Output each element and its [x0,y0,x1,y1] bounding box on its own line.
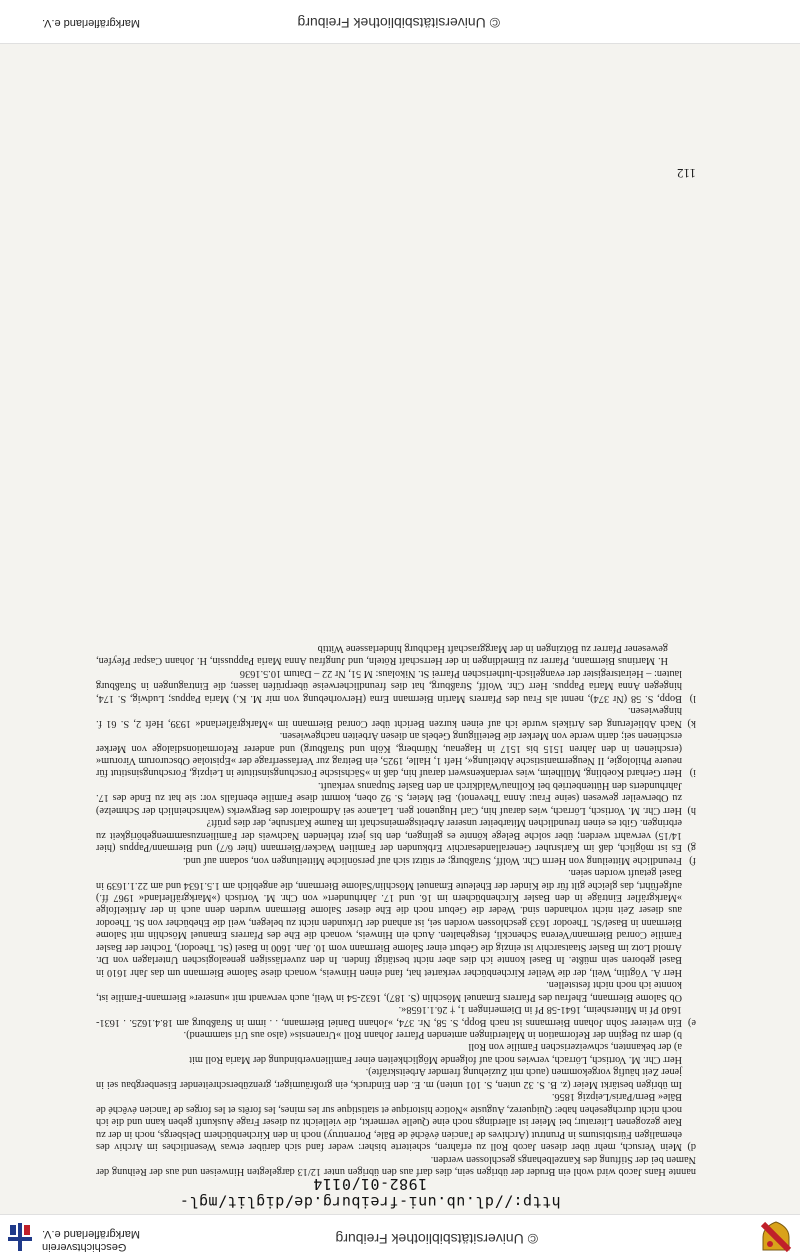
digitization-url[interactable]: http://dl.ub.uni-freiburg.de/diglit/mgl-1982-01/0114 [179,1175,561,1211]
paragraph-h: h) Herr Chr. M. Vortisch, Lörrach, wies darauf hin, Carl Huguenot gen. LaLance sei Admodiator des Bergwerks (wahrscheinlich der Schmelze) zu Oberweiler gewesen (seine Frau: Anna Thevenot). Bei Meier, S. 92 oben, kommt diese Familie ebenfalls vor: sie hat zu Ende des 17. Jahrhunderts den Hüttenbetrieb bei Kollnau/Waldkirch an den Basler Stupanus verkauft. [96,779,696,816]
document-body [96,642,696,1177]
paragraph-l: l) Bopp, S. 58 (Nr 374), nennt als Frau des Pfarrers Martin Biermann Erna (Hervorhebung von mir M. K.) Maria Pappus; Ludwig, S. 174, hingegen Anna Maria Pappus. Herr Chr. Wolff, Straßburg, hat dies freundlicherweise überprüfen lassen; die Eintragungen in Straßburg lauten: – Heiratsregister der evangelisch-lutherischen Pfarrei St. Nikolaus: M 51, Nr 22 – Datum 10.5.1636 [96,667,696,704]
footer-library-credit: © Universitätsbibliothek Freiburg [297,15,500,31]
coat-of-arms-icon [760,1221,792,1253]
society-line-2: Markgräflerland e.V. [42,1228,141,1240]
footer-society-credit: Markgräflerland e.V. [42,17,141,29]
paragraph: Ob Salome Biermann, Ehefrau des Pfarrers Emanuel Möschlin (S. 187), 1632-54 in Weil, auch verwandt mit »unserer« Biermann-Familie ist, konnte ich noch nicht feststellen. [96,979,682,1003]
paragraph-g: g) Es ist möglich, daß im Karlsruher Generallandesarchiv Erbkunden der Familien Wacker/Biermann (hier 6/7) und Biermann/Pappus (hier 14/15) verwahrt werden; über solche Belege könnte es gelingen, den bis jetzt fehlenden Nachweis der Familienzusammengehörigkeit zu erbringen. Gibt es einen freundlichen Mitarbeiter unserer Arbeitsgemeinschaft im Raume Karlsruhe, der dies prüft? [96,817,696,854]
page-number: 112 [676,166,696,181]
paragraph-i: i) Herr Gerhard Koebling, Müllheim, wies verdankenswert darauf hin, daß in »Sächsische Forschungsinstitute in Leipzig, Forschungsinstitut für neuere Philologie, II Neugermanistische Abteilung«, Heft 1, Halle, 1925, ein Beitrag zur Verfasserfrage der »Epistolae Obscurorum Virorum« (erschienen in den Jahren 1515 bis 1517 in Hagenau, Nürnberg, Köln und Straßburg) und anderer Reformationsdialoge von Merker erschienen sei; darin werde von Merker die Beteiligung Gebels an diesen Arbeiten nachgewiesen. [96,730,696,779]
paragraph: nannte Hans Jacob wird wohl ein Bruder der übrigen sein, dies darf aus den übrigen unter 12/13 dargelegten Hinweisen und aus der Reihung der Namen bei der Stiftung des Kanzelbehangs geschlossen werden. [96,1153,696,1177]
paragraph: Im übrigen bestärkt Meier (z. B. S. 32 unten, S. 101 unten) m. E. den Eindruck, ein großräumiger, grenzüberschreitender Eisenbergbau sei in jener Zeit häufig vorgekommen (auch mit Zuziehung fremder Arbeitskräfte). [96,1066,682,1090]
paragraph: b) dem zu Beginn der Reformation in Malterdingen amtenden Pfarrer Johann Roll »Uranensis« (also aus Uri stammend). [183,1029,682,1041]
library-credit: © Universitätsbibliothek Freiburg [335,1231,538,1247]
paragraph: Herr Chr. M. Vortisch, Lörrach, verwies noch auf folgende Möglichkeiten einer Familienverbindung der Maria Roll mit [189,1053,682,1065]
paragraph: H. Martinus Biermann, Pfarrer zu Eimeldingen in der Herrschaft Röteln, und Jungfrau Anna Maria Pappussin, H. Johann Caspar Pfeyfen, gewesener Pfarrer zu Bötzingen in der Marggraschaft Hachburg hinderlassene Wittib [96,642,668,667]
society-credit [42,1227,140,1253]
paragraph-f: f) Freundliche Mitteilung von Herrn Chr. Wolff, Straßburg; er stützt sich auf persönliche Mitteilungen von, sodann auf und. [182,854,696,866]
paragraph-e: e) Ein weiterer Sohn Johann Biermanns ist nach Bopp, S. 58, Nr. 374, »Johann Daniel Biermann, . . imm in Straßburg am 18.4.1625. . 1631-1640 Pf in Mittersheim, 1641-58 Pf in Diemeringen 1, † 26.1.1658«. [96,1004,696,1028]
viewer-top-bar [0,1214,800,1259]
paragraph-d: d) Mein Versuch, mehr über diesen Jacob Roll zu erfahren, scheiterte bisher: weder fand sich darüber etwas Wesentliches im Archiv des ehemaligen Fürstbistums in Pruntrut (Archives de l'ancien évêché de Bâle, Porrentruy) noch in den Kirchenbüchern Delsbergs, noch in der zu Rate gezogenen Literatur; bei Meier ist allerdings noch eine Quelle vermerkt, die vielleicht zu dieser Frage Auskunft geben kann und die ich noch nicht durchgesehen habe: Quiquerez, Auguste »Notice historique et statistique sur les mines, les forêts et les forges de l'ancien évêché de Bâle« Bern/Paris/Leipzig 1856. [96,1091,696,1153]
society-line-1: Geschichtsverein [42,1241,127,1253]
ub-badge-icon [4,1221,36,1253]
viewer-bottom-bar [0,0,800,44]
paragraph: Herr A. Vögtlin, Weil, der die Weiler Kirchenbücher verkartet hat, fand einen Hinweis, wonach diese Salome Biermann um das Jahr 1610 in Basel geboren sein müßte. In Basel konnte ich dies aber nicht bestätigt finden. In den zuverlässigen genealogischen Unterlagen von Dr. Arnold Lotz im Basler Staatsarchiv ist einzig die Geburt einer Salome Biermann vom 10. Jan. 1600 in Basel (St. Theodor), Tochter der Basler Familie Conrad Biermann/Verena Schenckli, festgehalten. Auch ein Hinweis, wonach die Ehe des Pfarrers Emanuel Möschlin mit Salome Biermann in Basel/St. Theodor 1633 geschlossen worden sei, ist anhand der Urkunden nicht zu belegen, weil die Ehebücher von St. Theodor aus dieser Zeit nicht vorhanden sind. Weder die Geburt noch die Ehe dieser Salome Biermann wurden denn auch in der Artikelfolge »Markgräfler Einträge in den Basler Kirchenbüchern im 16. und 17. Jahrhundert« von Chr. M. Vortisch (»Markgräflerland« 1967 ff.) aufgeführt, das gleiche gilt für die Kinder der Eheleute Emanuel Möschlin/Salome Biermann, die angeblich am 1.5.1634 und am 22.1.1639 in Basel getauft worden seien. [96,867,682,978]
paragraph-k: k) Nach Ablieferung des Artikels wurde ich auf einen kurzen Bericht über Conrad Biermann im »Markgräflerland« 1939, Heft 2, S. 61 f. hingewiesen. [96,705,696,729]
paragraph: a) der bekannten, schweizerischen Familie von Roll [468,1041,682,1053]
